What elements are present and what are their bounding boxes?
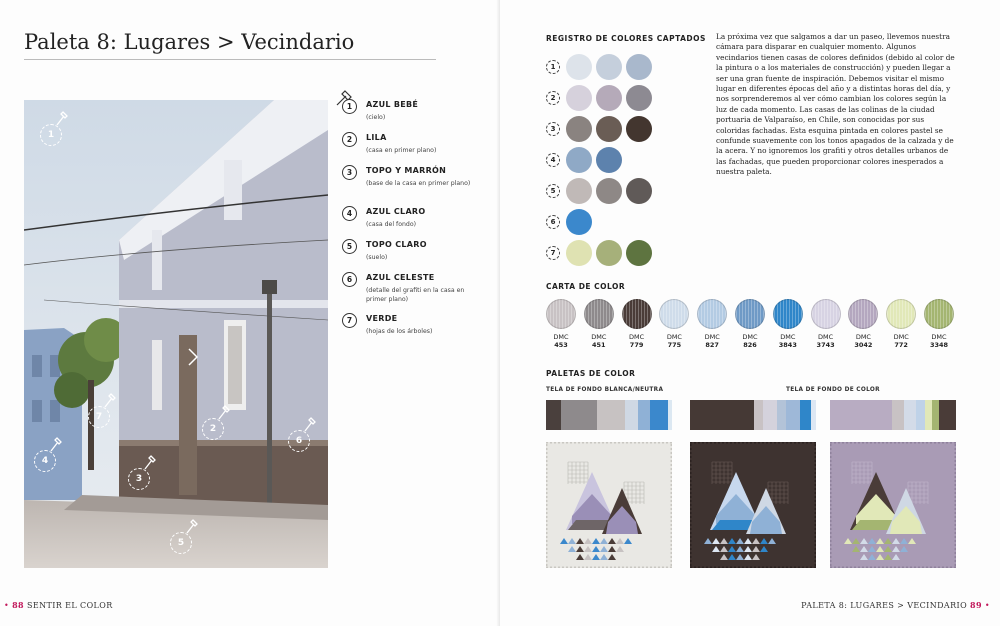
thread-brand: DMC xyxy=(704,333,720,341)
strip-color xyxy=(690,400,754,430)
strip-color xyxy=(811,400,816,430)
registry-row xyxy=(540,207,670,238)
photo-marker-1: 1 xyxy=(40,124,62,146)
thread-label xyxy=(546,333,576,349)
strip-color xyxy=(650,400,667,430)
strip-color xyxy=(892,400,904,430)
color-chart xyxy=(546,299,966,359)
legend-item xyxy=(340,310,490,343)
chevron-right-icon xyxy=(187,348,199,370)
right-footer: PALETA 8: LUGARES > VECINDARIO 89 • xyxy=(801,600,990,610)
thread-code: 451 xyxy=(592,341,606,349)
registry-number: 6 xyxy=(546,215,560,229)
strip-color xyxy=(597,400,625,430)
strip-color xyxy=(904,400,916,430)
legend-color-name: AZUL CELESTE xyxy=(366,273,435,282)
fabric-swatch xyxy=(830,442,956,568)
registry-row xyxy=(540,114,670,145)
color-legend xyxy=(340,96,490,343)
thread-brand: DMC xyxy=(742,333,758,341)
thread-brand: DMC xyxy=(780,333,796,341)
color-chart-title: CARTA DE COLOR xyxy=(546,282,626,291)
registry-number: 5 xyxy=(546,184,560,198)
thread-code: 3042 xyxy=(854,341,873,349)
legend-color-name: VERDE xyxy=(366,314,398,323)
eyedropper-icon xyxy=(55,109,69,127)
thread-brand: DMC xyxy=(818,333,834,341)
street-photo-illustration xyxy=(24,100,328,568)
legend-color-desc: (hojas de los árboles) xyxy=(366,328,433,335)
thread-color xyxy=(735,299,765,329)
palettes-title: PALETAS DE COLOR xyxy=(546,369,636,378)
palette-subtitle-color: TELA DE FONDO DE COLOR xyxy=(786,387,880,393)
footer-text: PALETA 8: LUGARES > VECINDARIO xyxy=(801,601,968,610)
legend-color-name: LILA xyxy=(366,133,387,142)
strip-color xyxy=(754,400,763,430)
photo-marker-3: 3 xyxy=(128,468,150,490)
footer-text: SENTIR EL COLOR xyxy=(26,601,113,610)
legend-color-desc: (casa en primer plano) xyxy=(366,147,437,154)
eyedropper-icon xyxy=(103,391,117,409)
legend-number: 6 xyxy=(342,272,357,287)
thread-swatch xyxy=(848,299,878,349)
thread-color xyxy=(773,299,803,329)
legend-item xyxy=(340,236,490,269)
palette-strip xyxy=(546,400,672,430)
strip-color xyxy=(925,400,932,430)
registry-number: 7 xyxy=(546,246,560,260)
thread-code: 3348 xyxy=(929,341,949,349)
legend-item xyxy=(340,162,490,203)
thread-label xyxy=(848,333,878,349)
thread-label xyxy=(659,333,689,349)
strip-color xyxy=(777,400,786,430)
strip-color xyxy=(638,400,651,430)
thread-color xyxy=(697,299,727,329)
thread-label xyxy=(697,333,727,349)
eyedropper-icon xyxy=(303,415,317,433)
page-title: Paleta 8: Lugares > Vecindario xyxy=(24,30,355,54)
legend-number: 5 xyxy=(342,239,357,254)
legend-number: 4 xyxy=(342,206,357,221)
registry-number: 2 xyxy=(546,91,560,105)
thread-color xyxy=(924,299,954,329)
thread-swatch xyxy=(924,299,954,349)
thread-label xyxy=(622,333,652,349)
strip-color xyxy=(786,400,800,430)
registry-row xyxy=(540,176,670,207)
thread-brand: DMC xyxy=(553,333,569,341)
thread-brand: DMC xyxy=(666,333,682,341)
registry-row xyxy=(540,238,670,269)
street-photo xyxy=(24,100,328,568)
color-dot xyxy=(596,178,622,204)
palette-strip xyxy=(830,400,956,430)
strip-color xyxy=(800,400,812,430)
strip-color xyxy=(932,400,939,430)
color-dot xyxy=(596,116,622,142)
thread-swatch xyxy=(546,299,576,349)
thread-brand: DMC xyxy=(629,333,645,341)
thread-swatch xyxy=(659,299,689,349)
thread-color xyxy=(811,299,841,329)
color-dot xyxy=(596,54,622,80)
registry-title: REGISTRO DE COLORES CAPTADOS xyxy=(546,34,706,43)
eyedropper-icon xyxy=(217,403,231,421)
eyedropper-icon xyxy=(143,453,157,471)
legend-color-name: TOPO Y MARRÓN xyxy=(366,166,447,175)
photo-marker-2: 2 xyxy=(202,418,224,440)
strip-color xyxy=(830,400,892,430)
thread-code: 3843 xyxy=(778,341,797,349)
thread-brand: DMC xyxy=(855,333,871,341)
thread-swatch xyxy=(697,299,727,349)
thread-label xyxy=(735,333,765,349)
thread-brand: DMC xyxy=(931,333,947,341)
strip-color xyxy=(546,400,561,430)
thread-color xyxy=(659,299,689,329)
legend-color-desc: (suelo) xyxy=(366,254,388,261)
registry-row xyxy=(540,145,670,176)
thread-swatch xyxy=(622,299,652,349)
color-dot xyxy=(626,85,652,111)
fabric-swatch xyxy=(546,442,672,568)
legend-number: 2 xyxy=(342,132,357,147)
color-dot xyxy=(626,178,652,204)
color-dot xyxy=(566,240,592,266)
strip-color xyxy=(916,400,926,430)
thread-color xyxy=(622,299,652,329)
color-dot xyxy=(596,147,622,173)
color-dot xyxy=(566,209,592,235)
legend-item xyxy=(340,129,490,162)
color-dot xyxy=(596,85,622,111)
photo-marker-5: 5 xyxy=(170,532,192,554)
thread-code: 779 xyxy=(629,341,644,349)
thread-brand: DMC xyxy=(893,333,909,341)
legend-color-desc: (cielo) xyxy=(366,114,386,121)
photo-marker-6: 6 xyxy=(288,430,310,452)
registry-row xyxy=(540,52,670,83)
color-dot xyxy=(626,54,652,80)
thread-swatch xyxy=(584,299,614,349)
color-dot xyxy=(626,240,652,266)
legend-number: 3 xyxy=(342,165,357,180)
thread-color xyxy=(848,299,878,329)
thread-code: 3743 xyxy=(816,341,835,349)
legend-item xyxy=(340,96,490,129)
thread-swatch xyxy=(773,299,803,349)
thread-code: 453 xyxy=(554,341,568,349)
body-text: La próxima vez que salgamos a dar un paseo, llevemos nuestra cámara para disparar en cualquier momento. Algunos vecindarios tienen casas de colores definidos (debido al color de la pintura o a los materiales de construcción) y pueden llegar a ser una gran fuente de inspiración. Debemos visitar el mismo lugar en diferentes épocas del año y a distintas horas del día, y nos sorprenderemos al ver cómo cambian los colores según la luz de cada momento. Las casas de las colinas de la ciudad portuaria de Valparaíso, en Chile, son conocidas por sus coloridas fachadas. Esta esquina pintada en colores pastel se confunde suavemente con los tonos apagados de la calzada y de la acera. Y no ignoremos los grafiti y otros detalles urbanos de las fachadas, que pueden proporcionar colores inesperados a nuestra paleta. xyxy=(716,32,955,177)
registry-number: 4 xyxy=(546,153,560,167)
registry-row xyxy=(540,83,670,114)
registry-number: 3 xyxy=(546,122,560,136)
eyedropper-icon xyxy=(49,435,63,453)
thread-code: 775 xyxy=(667,341,682,349)
eyedropper-icon xyxy=(185,517,199,535)
quilt-illustration xyxy=(546,442,672,568)
thread-swatch xyxy=(735,299,765,349)
strip-color xyxy=(763,400,777,430)
strip-color xyxy=(625,400,638,430)
legend-color-name: AZUL CLARO xyxy=(366,207,426,216)
thread-label xyxy=(924,333,954,349)
legend-number: 1 xyxy=(342,99,357,114)
thread-label xyxy=(811,333,841,349)
thread-color xyxy=(546,299,576,329)
legend-item xyxy=(340,269,490,310)
legend-color-desc: (casa del fondo) xyxy=(366,221,417,228)
legend-item xyxy=(340,203,490,236)
photo-marker-4: 4 xyxy=(34,450,56,472)
thread-brand: DMC xyxy=(591,333,607,341)
color-dot xyxy=(626,116,652,142)
thread-label xyxy=(773,333,803,349)
palette-subtitle-neutral: TELA DE FONDO BLANCA/NEUTRA xyxy=(546,387,664,393)
photo-marker-7: 7 xyxy=(88,406,110,428)
color-dot xyxy=(596,240,622,266)
quilt-illustration xyxy=(830,442,956,568)
page-number: 88 xyxy=(12,600,25,610)
strip-color xyxy=(668,400,672,430)
page-number: 89 xyxy=(969,600,982,610)
title-divider xyxy=(24,59,436,60)
fabric-swatch xyxy=(690,442,816,568)
color-registry xyxy=(540,52,670,269)
strip-color xyxy=(561,400,597,430)
quilt-illustration xyxy=(690,442,816,568)
thread-label xyxy=(584,333,614,349)
color-dot xyxy=(566,116,592,142)
thread-color xyxy=(584,299,614,329)
registry-number: 1 xyxy=(546,60,560,74)
thread-code: 827 xyxy=(705,341,719,349)
thread-swatch xyxy=(886,299,916,349)
thread-swatch xyxy=(811,299,841,349)
thread-code: 826 xyxy=(743,341,757,349)
legend-color-desc: (detalle del grafiti en la casa en primer plano) xyxy=(366,287,465,303)
legend-number: 7 xyxy=(342,313,357,328)
color-dot xyxy=(566,85,592,111)
color-dot xyxy=(566,178,592,204)
color-dot xyxy=(566,54,592,80)
thread-code: 772 xyxy=(894,341,908,349)
strip-color xyxy=(939,400,956,430)
thread-label xyxy=(886,333,916,349)
thread-color xyxy=(886,299,916,329)
color-dot xyxy=(566,147,592,173)
palette-strip xyxy=(690,400,816,430)
legend-color-name: TOPO CLARO xyxy=(366,240,427,249)
legend-color-name: AZUL BEBÉ xyxy=(366,100,419,109)
legend-color-desc: (base de la casa en primer plano) xyxy=(366,180,471,187)
left-footer: • 88 SENTIR EL COLOR xyxy=(4,600,113,610)
